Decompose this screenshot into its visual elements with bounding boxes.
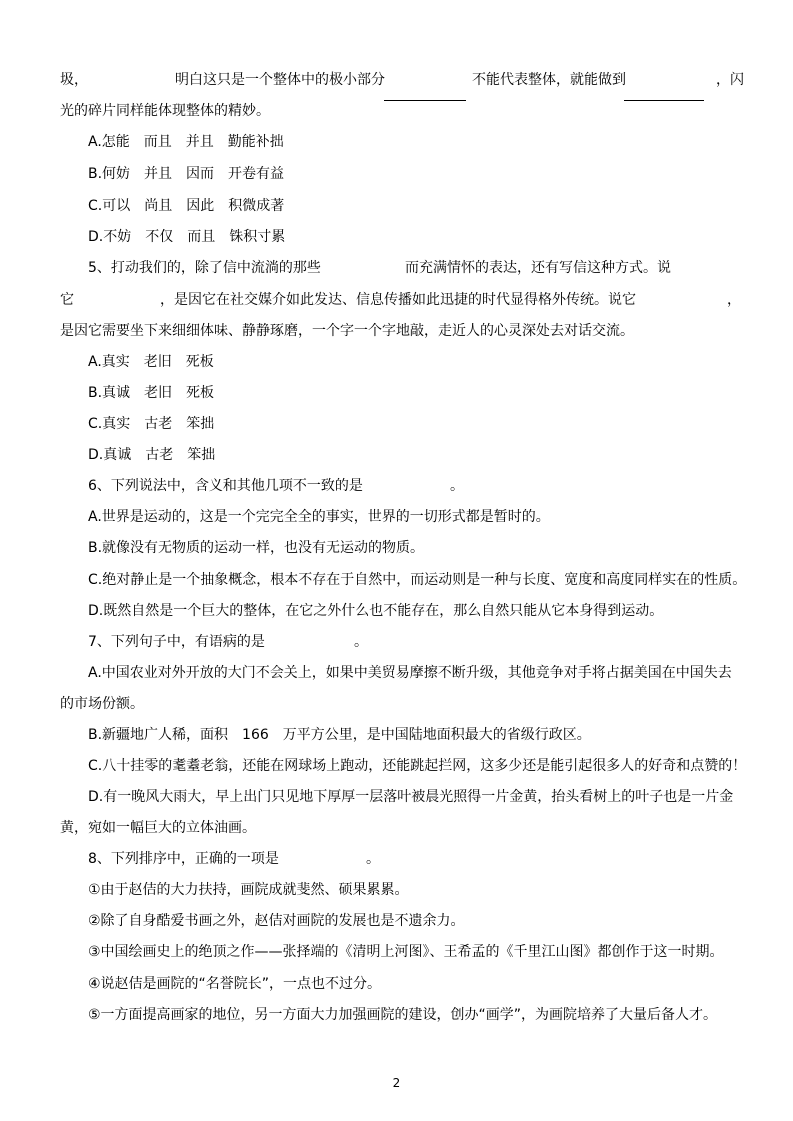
q5-line1-a: 5、打动我们的，除了信中流淌的那些 xyxy=(88,260,321,276)
q5-line2-a: 它 xyxy=(60,292,74,308)
q-prev-option-a: A.怎能 而且 并且 勤能补拙 xyxy=(88,134,284,150)
q-prev-line1-d: ，闪 xyxy=(716,72,744,88)
q5-option-d: D.真诚 古老 笨拙 xyxy=(88,447,216,463)
q8-item-2: ②除了自身酷爱书画之外，赵佶对画院的发展也是不遗余力。 xyxy=(88,913,465,929)
q5-option-c: C.真实 古老 笨拙 xyxy=(88,416,215,432)
q-prev-line1-b: 明白这只是一个整体中的极小部分 xyxy=(175,72,385,88)
q5-line2-b: ，是因它在社交媒介如此发达、信息传播如此迅捷的时代显得格外传统。说它 xyxy=(160,292,636,308)
q8-item-3: ③中国绘画史上的绝顶之作——张择端的《清明上河图》、王希孟的《千里江山图》都创作于这一时期。 xyxy=(88,944,724,960)
q8-item-4: ④说赵佶是画院的“名誉院长”，一点也不过分。 xyxy=(88,976,382,992)
q6-option-d: D.既然自然是一个巨大的整体，在它之外什么也不能存在，那么自然只能从它本身得到运动。 xyxy=(88,603,664,619)
q7-stem-a: 7、下列句子中，有语病的是 xyxy=(88,634,265,650)
q5-line3: 是因它需要坐下来细细体味、静静琢磨，一个字一个字地敲，走近人的心灵深处去对话交流。 xyxy=(60,323,634,339)
q8-item-1: ①由于赵佶的大力扶持，画院成就斐然、硕果累累。 xyxy=(88,882,409,898)
q8-item-5: ⑤一方面提高画家的地位，另一方面大力加强画院的建设，创办“画学”，为画院培养了大量后备人才。 xyxy=(88,1007,718,1023)
q7-option-b: B.新疆地广人稀，面积 166 万平方公里，是中国陆地面积最大的省级行政区。 xyxy=(88,727,591,743)
q-prev-option-b: B.何妨 并且 因而 开卷有益 xyxy=(88,166,285,182)
q-prev-line1-a: 圾， xyxy=(60,72,88,88)
q8-stem-a: 8、下列排序中，正确的一项是 xyxy=(88,851,279,867)
q6-stem-a: 6、下列说法中，含义和其他几项不一致的是 xyxy=(88,478,363,494)
q8-stem-b: 。 xyxy=(366,851,380,867)
q7-option-d-line2: 黄，宛如一幅巨大的立体油画。 xyxy=(60,820,256,836)
q5-option-b: B.真诚 老旧 死板 xyxy=(88,385,215,401)
q6-stem-b: 。 xyxy=(450,478,464,494)
q6-option-a: A.世界是运动的，这是一个完完全全的事实，世界的一切形式都是暂时的。 xyxy=(88,509,550,525)
q5-line2-c: ， xyxy=(727,292,741,308)
q7-option-c: C.八十挂零的耄耋老翁，还能在网球场上跑动，还能跳起拦网，这多少还是能引起很多人的好奇和点赞的！ xyxy=(88,758,747,774)
q-prev-line2: 光的碎片同样能体现整体的精妙。 xyxy=(60,103,270,119)
q7-option-d-line1: D.有一晚风大雨大，早上出门只见地下厚厚一层落叶被晨光照得一片金黄，抬头看树上的叶子也是一片金 xyxy=(88,789,734,805)
q6-option-c: C.绝对静止是一个抽象概念，根本不存在于自然中，而运动则是一种与长度、宽度和高度同样实在的性质。 xyxy=(88,572,747,588)
q-prev-option-c: C.可以 尚且 因此 积微成著 xyxy=(88,198,285,214)
q7-option-a-line2: 的市场份额。 xyxy=(60,696,144,712)
q7-stem-b: 。 xyxy=(354,634,368,650)
answer-blank xyxy=(624,99,704,101)
q5-line1-b: 而充满情怀的表达，还有写信这种方式。说 xyxy=(405,260,671,276)
q-prev-line1-c: 不能代表整体，就能做到 xyxy=(472,72,626,88)
q5-option-a: A.真实 老旧 死板 xyxy=(88,354,214,370)
answer-blank xyxy=(384,99,466,101)
page-number: 2 xyxy=(392,1076,401,1090)
q-prev-option-d: D.不妨 不仅 而且 铢积寸累 xyxy=(88,229,286,245)
q6-option-b: B.就像没有无物质的运动一样，也没有无运动的物质。 xyxy=(88,540,425,556)
q7-option-a-line1: A.中国农业对外开放的大门不会关上，如果中美贸易摩擦不断升级，其他竞争对手将占据美国在中国失去 xyxy=(88,665,732,681)
